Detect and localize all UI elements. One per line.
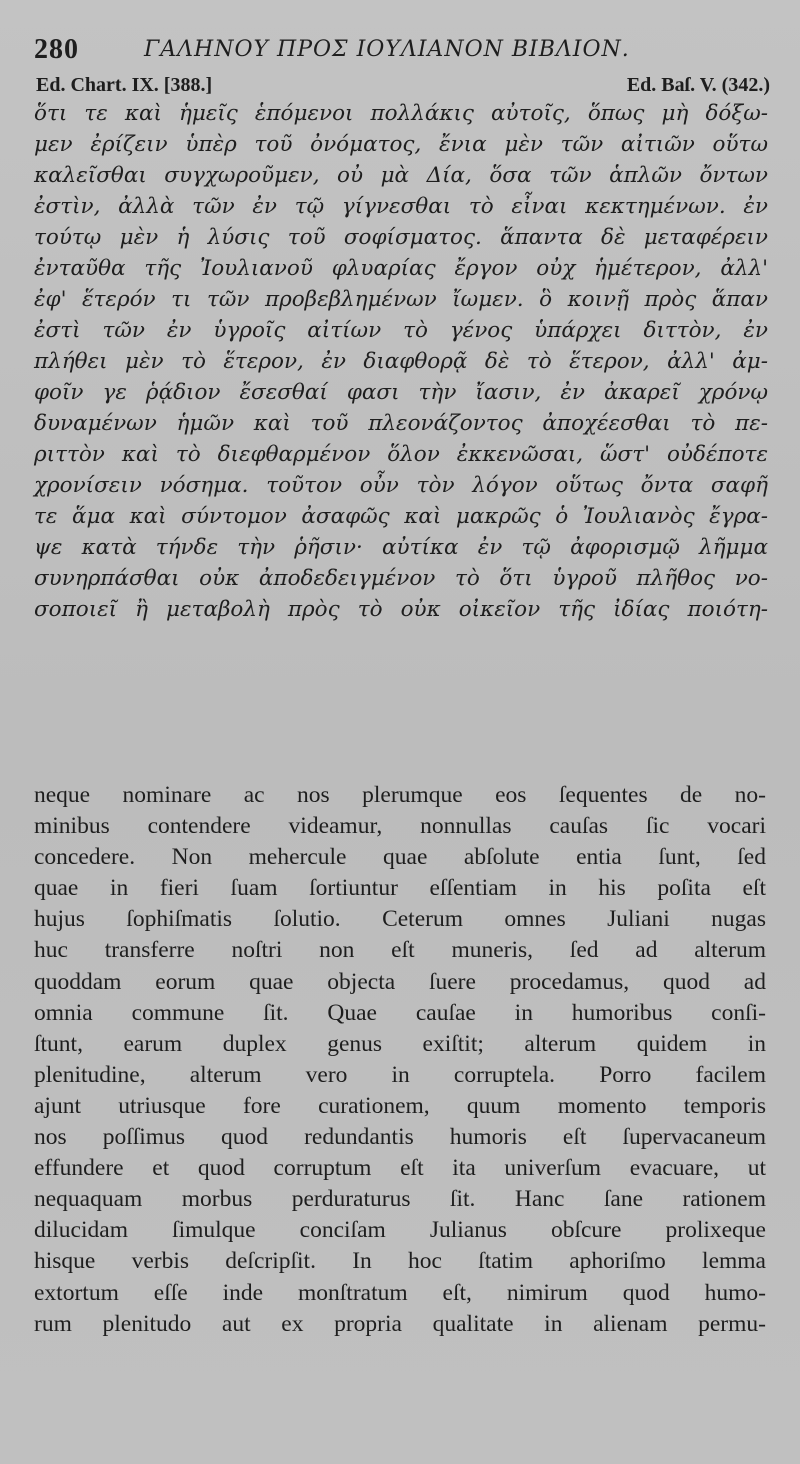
- greek-line: χρονίσειν νόσημα. τοῦτον οὖν τὸν λόγον οὕτως ὄντα σαφῆ: [34, 473, 768, 498]
- latin-line: hujus ſophiſmatis ſolutio. Ceterum omnes Juliani nugas: [34, 906, 766, 933]
- greek-line: τούτῳ μὲν ἡ λύσις τοῦ σοφίσματος. ἅπαντα δὲ μεταφέρειν: [34, 225, 768, 250]
- latin-line: nequaquam morbus perduraturus ſit. Hanc ſane rationem: [34, 1186, 766, 1213]
- greek-line: ἐφ' ἕτερόν τι τῶν προβεβλημένων ἴωμεν. ὃ κοινῇ πρὸς ἅπαν: [34, 287, 768, 312]
- latin-line: neque nominare ac nos plerumque eos ſequentes de no-: [34, 782, 766, 808]
- latin-line: quae in fieri ſuam ſortiuntur eſſentiam in his poſita eſt: [34, 875, 766, 902]
- edition-reference-chartier: Ed. Chart. IX. [388.]: [36, 74, 213, 96]
- greek-line: ὅτι τε καὶ ἡμεῖς ἑπόμενοι πολλάκις αὐτοῖς, ὅπως μὴ δόξω-: [34, 101, 768, 126]
- greek-line: ἐστὶν, ἀλλὰ τῶν ἐν τῷ γίγνεσθαι τὸ εἶναι κεκτημένων. ἐν: [34, 194, 768, 219]
- latin-line: omnia commune ſit. Quae cauſae in humoribus conſi-: [34, 999, 766, 1026]
- latin-line: nos poſſimus quod redundantis humoris eſt ſupervacaneum: [34, 1124, 766, 1151]
- latin-line: hisque verbis deſcripſit. In hoc ſtatim aphoriſmo lemma: [34, 1248, 766, 1275]
- edition-reference-basel: Ed. Baſ. V. (342.): [626, 74, 770, 96]
- latin-line: huc transferre noſtri non eſt muneris, ſed ad alterum: [34, 937, 766, 964]
- latin-line: extortum eſſe inde monſtratum eſt, nimirum quod humo-: [34, 1279, 766, 1306]
- greek-line: συνηρπάσθαι οὐκ ἀποδεδειγμένον τὸ ὅτι ὑγροῦ πλῆθος νο-: [34, 566, 768, 591]
- greek-line: μεν ἐρίζειν ὑπὲρ τοῦ ὀνόματος, ἔνια μὲν τῶν αἰτιῶν οὕτω: [34, 132, 768, 157]
- greek-line: καλεῖσθαι συγχωροῦμεν, οὐ μὰ Δία, ὅσα τῶν ἁπλῶν ὄντων: [34, 163, 768, 188]
- page-number: 280: [34, 34, 79, 65]
- greek-line: ἐστὶ τῶν ἐν ὑγροῖς αἰτίων τὸ γένος ὑπάρχει διττὸν, ἐν: [34, 318, 768, 343]
- latin-line: effundere et quod corruptum eſt ita univerſum evacuare, ut: [34, 1155, 766, 1182]
- greek-line: ριττὸν καὶ τὸ διεφθαρμένον ὅλον ἐκκενῶσαι, ὥστ' οὐδέποτε: [34, 442, 768, 467]
- latin-line: dilucidam ſimulque conciſam Julianus obſcure prolixeque: [34, 1217, 766, 1244]
- greek-line: ψε κατὰ τήνδε τὴν ῥῆσιν· αὐτίκα ἐν τῷ ἀφορισμῷ λῆμμα: [34, 535, 768, 560]
- greek-line: φοῖν γε ῥᾴδιον ἔσεσθαί φασι τὴν ἴασιν, ἐν ἀκαρεῖ χρόνῳ: [34, 380, 768, 405]
- latin-line: plenitudine, alterum vero in corruptela. Porro facilem: [34, 1061, 766, 1088]
- greek-text-block: [34, 98, 768, 625]
- latin-line: rum plenitudo aut ex propria qualitate in alienam permu-: [34, 1310, 766, 1337]
- latin-line: ajunt utriusque fore curationem, quum momento temporis: [34, 1092, 766, 1119]
- running-head: [34, 34, 774, 74]
- greek-line: τε ἅμα καὶ σύντομον ἀσαφῶς καὶ μακρῶς ὁ Ἰουλιανὸς ἔγρα-: [34, 504, 768, 529]
- greek-line: ἐνταῦθα τῆς Ἰουλιανοῦ φλυαρίας ἔργον οὐχ ἡμέτερον, ἀλλ': [34, 256, 768, 281]
- latin-text-block: [34, 780, 766, 1340]
- latin-line: minibus contendere videamur, nonnullas cauſas ſic vocari: [34, 813, 766, 840]
- latin-line: quoddam eorum quae objecta ſuere procedamus, quod ad: [34, 968, 766, 995]
- latin-line: concedere. Non mehercule quae abſolute entia ſunt, ſed: [34, 844, 766, 871]
- page-title: ΓΑΛΗΝΟΥ ΠΡΟΣ ΙΟΥΛΙΑΝΟΝ ΒΙΒΛΙΟΝ.: [144, 37, 630, 62]
- greek-line: σοποιεῖ ἢ μεταβολὴ πρὸς τὸ οὐκ οἰκεῖον τῆς ἰδίας ποιότη-: [34, 597, 768, 622]
- latin-line: ſtunt, earum duplex genus exiſtit; alterum quidem in: [34, 1030, 766, 1057]
- greek-line: δυναμένων ἡμῶν καὶ τοῦ πλεονάζοντος ἀποχέεσθαι τὸ πε-: [34, 411, 768, 436]
- greek-line: πλήθει μὲν τὸ ἕτερον, ἐν διαφθορᾷ δὲ τὸ ἕτερον, ἀλλ' ἀμ-: [34, 349, 768, 374]
